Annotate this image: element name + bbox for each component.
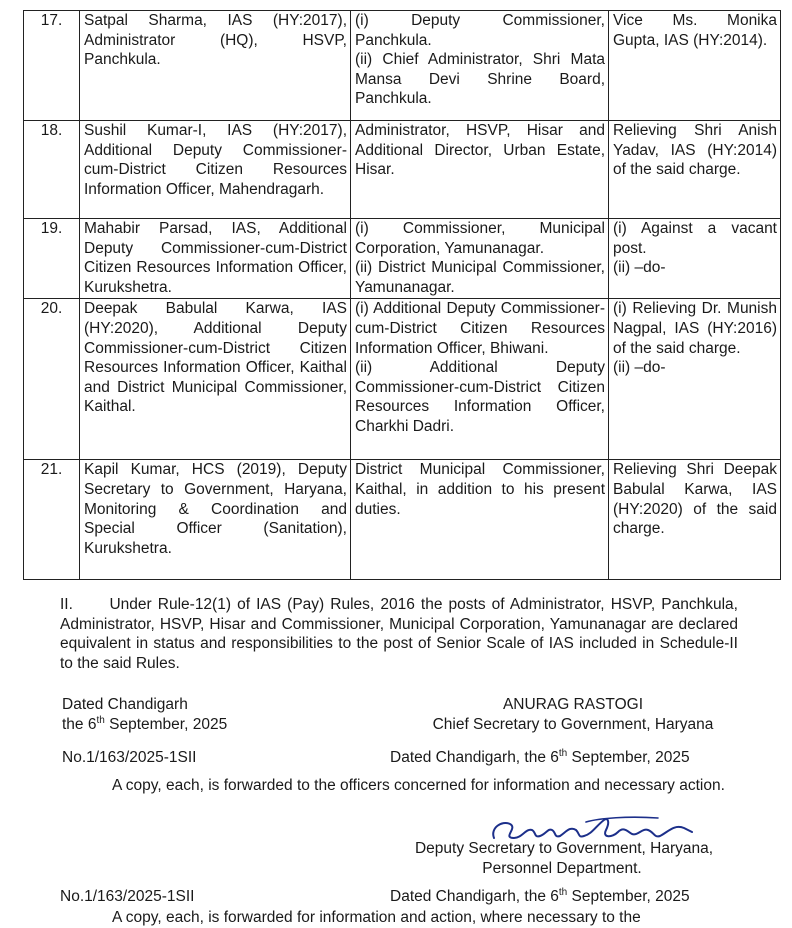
remarks-item: (ii) –do- <box>613 259 666 277</box>
officer-cell: Mahabir Parsad, IAS, Additional Deputy Commissioner-cum-District Citizen Resources Information Officer, Kurukshetra. <box>80 219 351 299</box>
remarks-item: (i) Relieving Dr. Munish Nagpal, IAS (HY:2016) of the said charge. <box>613 300 777 357</box>
posting-cell <box>351 299 609 460</box>
posting-item: (i) Commissioner, Municipal Corporation, Yamunanagar. <box>355 220 605 257</box>
remarks-item: Relieving Shri Anish Yadav, IAS (HY:2014) of the said charge. <box>613 122 777 179</box>
serial-number: 18. <box>24 121 80 219</box>
officer-cell: Sushil Kumar-I, IAS (HY:2017), Additional Deputy Commissioner-cum-District Citizen Resources Information Officer, Mahendragarh. <box>80 121 351 219</box>
posting-item: Administrator, HSVP, Hisar and Additional Director, Urban Estate, Hisar. <box>355 122 605 179</box>
table-row <box>24 219 781 299</box>
deputy-secretary-title: Deputy Secretary to Government, Haryana, <box>414 840 714 857</box>
remarks-cell <box>609 11 781 121</box>
serial-number: 21. <box>24 460 80 580</box>
remarks-item: (i) Against a vacant post. <box>613 220 777 257</box>
officer-cell: Satpal Sharma, IAS (HY:2017), Administrator (HQ), HSVP, Panchkula. <box>80 11 351 121</box>
posting-item: (ii) District Municipal Commissioner, Yamunanagar. <box>355 259 605 296</box>
memo-text-1: A copy, each, is forwarded to the officers concerned for information and necessary action. <box>112 777 725 794</box>
table-row <box>24 460 781 580</box>
posting-cell <box>351 11 609 121</box>
table-row <box>24 299 781 460</box>
serial-number: 17. <box>24 11 80 121</box>
remarks-item: (ii) –do- <box>613 359 666 377</box>
remarks-cell <box>609 460 781 580</box>
table-row <box>24 11 781 121</box>
signatory-title: Chief Secretary to Government, Haryana <box>432 716 714 733</box>
postings-table-body <box>24 11 781 580</box>
officer-cell: Kapil Kumar, HCS (2019), Deputy Secretary to Government, Haryana, Monitoring & Coordination and Special Officer (Sanitation), Kurukshetra. <box>80 460 351 580</box>
posting-item: District Municipal Commissioner, Kaithal, in addition to his present duties. <box>355 461 605 518</box>
remarks-cell <box>609 299 781 460</box>
department-name: Personnel Department. <box>482 860 642 877</box>
remarks-cell <box>609 121 781 219</box>
posting-item: (ii) Additional Deputy Commissioner-cum-District Citizen Resources Information Officer, Charkhi Dadri. <box>355 359 605 435</box>
serial-number: 19. <box>24 219 80 299</box>
memo-date-2: Dated Chandigarh, the 6th September, 2025 <box>390 887 690 905</box>
table-row <box>24 121 781 219</box>
memo-number-2: No.1/163/2025-1SII <box>60 888 195 905</box>
dated-date: the 6th September, 2025 <box>62 715 228 733</box>
posting-item: (ii) Chief Administrator, Shri Mata Mansa Devi Shrine Board, Panchkula. <box>355 51 605 108</box>
memo-number-1: No.1/163/2025-1SII <box>62 749 197 766</box>
serial-number: 20. <box>24 299 80 460</box>
remarks-cell <box>609 219 781 299</box>
signatory-name: ANURAG RASTOGI <box>502 696 644 713</box>
officer-cell: Deepak Babulal Karwa, IAS (HY:2020), Additional Deputy Commissioner-cum-District Citizen Resources Information Officer, Kaithal and District Municipal Commissioner, Kaithal. <box>80 299 351 460</box>
memo-date-1: Dated Chandigarh, the 6th September, 2025 <box>390 748 690 766</box>
dated-place: Dated Chandigarh <box>62 696 188 713</box>
posting-cell <box>351 219 609 299</box>
posting-item: (i) Deputy Commissioner, Panchkula. <box>355 12 605 49</box>
memo-text-2: A copy, each, is forwarded for information and action, where necessary to the <box>112 909 641 926</box>
remarks-item: Relieving Shri Deepak Babulal Karwa, IAS (HY:2020) of the said charge. <box>613 461 777 538</box>
remarks-item: Vice Ms. Monika Gupta, IAS (HY:2014). <box>613 12 777 49</box>
paragraph-ii: II. Under Rule-12(1) of IAS (Pay) Rules, 2016 the posts of Administrator, HSVP, Panchkula, Administrator, HSVP, Hisar and Commissioner, Municipal Corporation, Yamunanagar are declared equivalent in status and responsibilities to the post of Senior Scale of IAS included in Schedule-II to the said Rules. <box>60 596 743 672</box>
posting-cell <box>351 460 609 580</box>
postings-table <box>23 10 781 580</box>
posting-item: (i) Additional Deputy Commissioner-cum-District Citizen Resources Information Officer, Bhiwani. <box>355 300 605 357</box>
posting-cell <box>351 121 609 219</box>
